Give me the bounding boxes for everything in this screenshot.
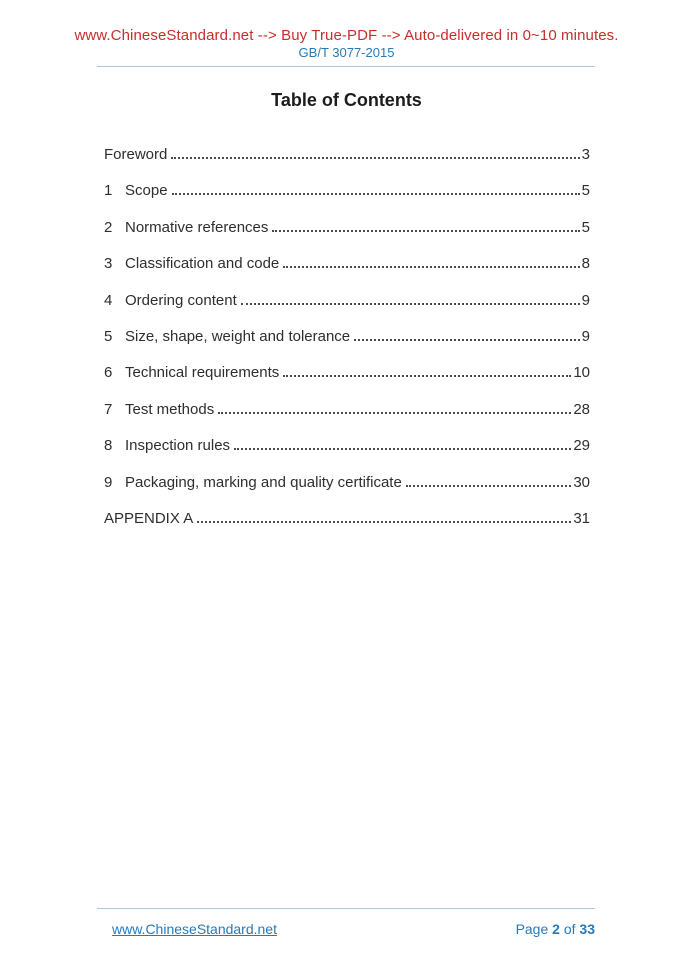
toc-dot-leader — [283, 266, 579, 268]
page-indicator — [516, 921, 595, 937]
toc-entry-page: 3 — [581, 146, 590, 163]
toc-entry-label: APPENDIX A — [104, 509, 194, 527]
toc-entry-page: 9 — [581, 327, 590, 345]
toc-entry-label: Technical requirements — [125, 364, 280, 382]
toc-entry-page: 8 — [581, 255, 590, 273]
toc-entry-number: 2 — [104, 218, 113, 236]
toc-dot-leader — [172, 193, 580, 195]
toc-entry-number: 4 — [104, 291, 113, 309]
toc-dot-leader — [171, 157, 579, 159]
standard-code: GB/T 3077-2015 — [298, 45, 395, 60]
purchase-banner: www.ChineseStandard.net --> Buy True-PDF --> Auto-delivered in 0~10 minutes. — [74, 27, 619, 44]
toc-entry-label: Size, shape, weight and tolerance — [125, 327, 351, 345]
page-title: Table of Contents — [271, 90, 422, 110]
toc-entry-page: 29 — [573, 437, 590, 455]
page-indicator-prefix: Page — [515, 921, 549, 937]
toc-entry-label: Foreword — [104, 146, 168, 163]
toc-entry-page: 5 — [581, 218, 590, 236]
toc-dot-leader — [283, 375, 571, 377]
toc-entry-page: 10 — [573, 364, 590, 382]
toc-entry-label: Scope — [125, 182, 168, 200]
footer-website-link[interactable]: www.ChineseStandard.net — [112, 921, 277, 937]
toc-entry-page: 5 — [581, 182, 590, 200]
toc-entry — [104, 328, 590, 348]
page-indicator-of: of — [563, 921, 576, 937]
toc-entry-number: 8 — [104, 437, 113, 455]
table-of-contents — [104, 146, 590, 546]
toc-entry-page: 28 — [573, 400, 590, 418]
toc-entry-number: 1 — [104, 182, 113, 200]
toc-entry-label: Packaging, marking and quality certificate — [125, 473, 402, 491]
toc-entry — [104, 255, 590, 275]
toc-entry-page: 31 — [573, 509, 590, 527]
toc-entry-label: Classification and code — [125, 255, 280, 273]
toc-entry-label: Ordering content — [125, 291, 237, 309]
toc-dot-leader — [197, 521, 571, 523]
toc-dot-leader — [354, 339, 580, 341]
toc-entry — [104, 474, 590, 494]
toc-dot-leader — [406, 485, 572, 487]
toc-entry-number: 6 — [104, 364, 113, 382]
toc-entry — [104, 146, 590, 166]
header-divider — [97, 66, 595, 67]
toc-entry — [104, 292, 590, 312]
toc-dot-leader — [234, 448, 571, 450]
page-indicator-total: 33 — [579, 921, 595, 937]
toc-dot-leader — [218, 412, 571, 414]
toc-entry-page: 30 — [573, 473, 590, 491]
toc-entry-number: 7 — [104, 400, 113, 418]
toc-entry-label: Test methods — [125, 400, 215, 418]
toc-entry-label: Normative references — [125, 218, 269, 236]
toc-dot-leader — [272, 230, 579, 232]
toc-entry-number: 5 — [104, 327, 113, 345]
toc-entry-number: 9 — [104, 473, 113, 491]
toc-entry-number: 3 — [104, 255, 113, 273]
toc-entry — [104, 437, 590, 457]
toc-entry-page: 9 — [581, 291, 590, 309]
toc-entry-label: Inspection rules — [125, 437, 231, 455]
page-indicator-current: 2 — [552, 921, 560, 937]
toc-dot-leader — [241, 303, 580, 305]
footer-divider — [97, 908, 595, 909]
toc-entry — [104, 364, 590, 384]
toc-entry — [104, 219, 590, 239]
toc-entry — [104, 510, 590, 530]
footer — [97, 921, 595, 937]
toc-entry — [104, 401, 590, 421]
toc-entry — [104, 182, 590, 202]
